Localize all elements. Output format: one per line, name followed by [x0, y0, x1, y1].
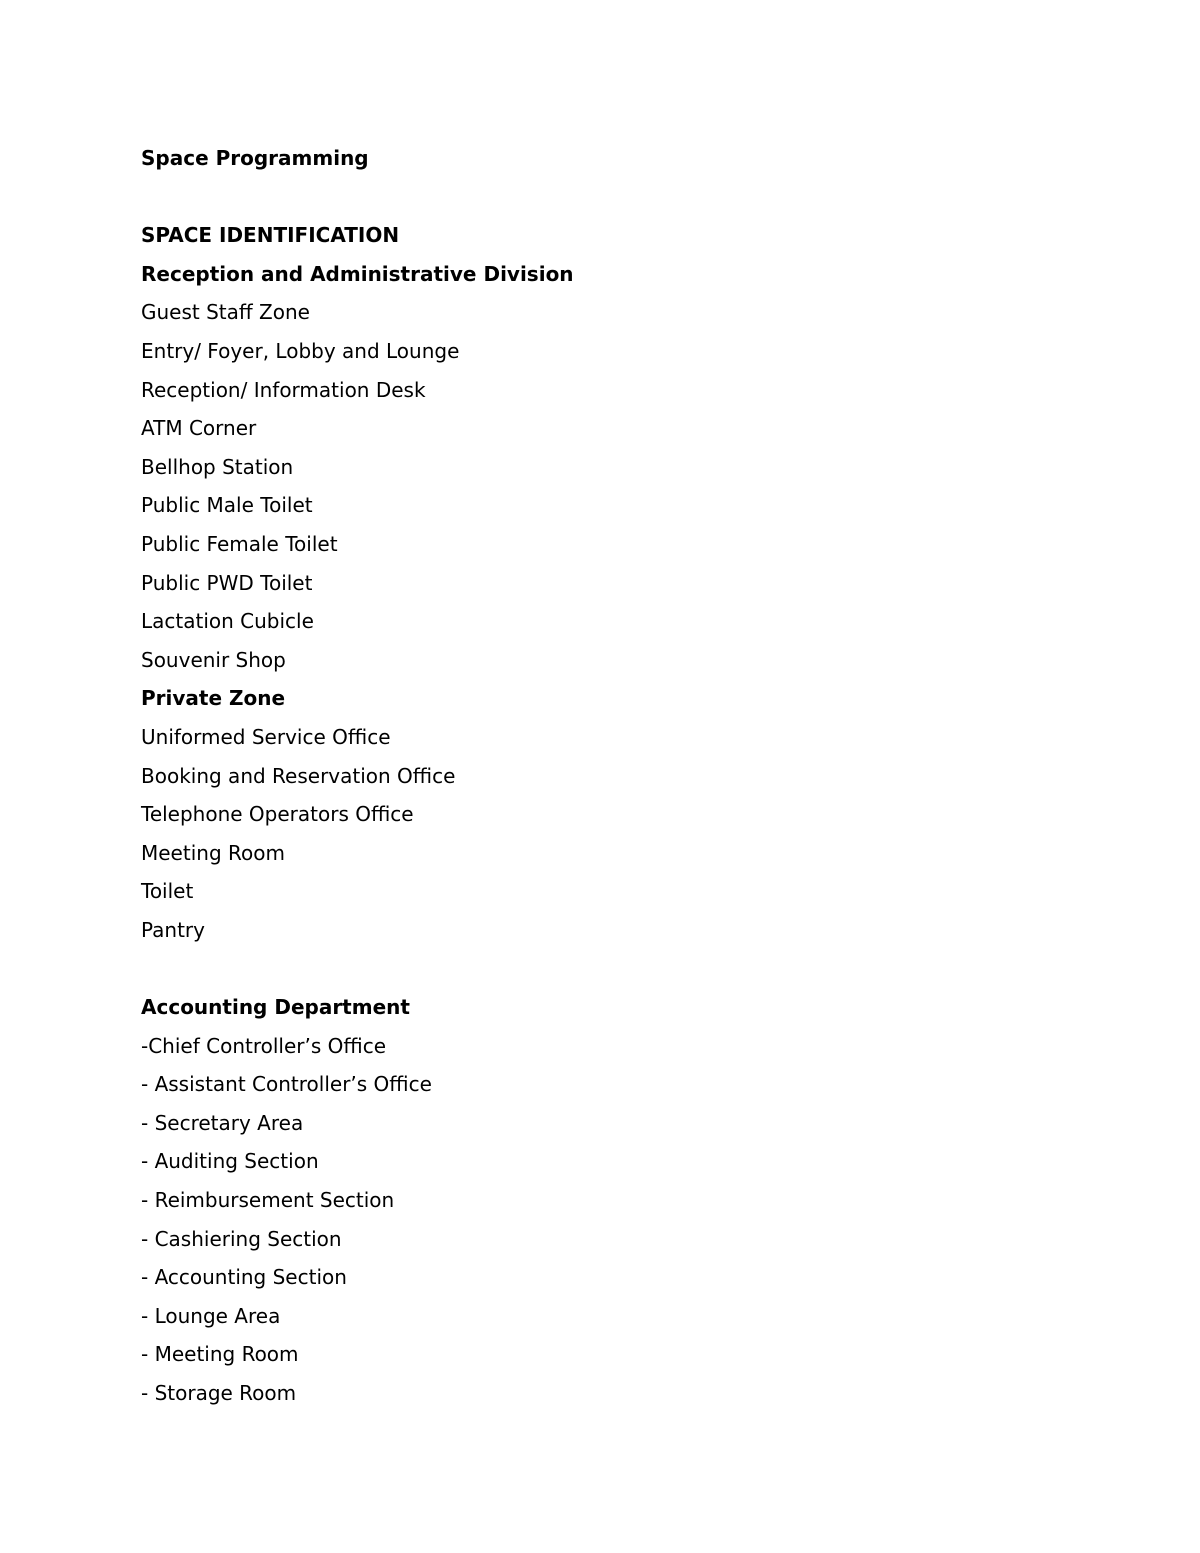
- list-item: - Storage Room: [141, 1381, 297, 1405]
- list-item: Lactation Cubicle: [141, 609, 314, 634]
- list-item: Entry/ Foyer, Lobby and Lounge: [141, 338, 460, 363]
- document-title: Space Programming: [141, 146, 369, 170]
- list-item: Meeting Room: [141, 840, 285, 865]
- section-heading: SPACE IDENTIFICATION: [141, 223, 400, 248]
- list-item: -Chief Controller’s Office: [141, 1033, 387, 1058]
- list-item: Toilet: [141, 879, 194, 904]
- list-item: - Auditing Section: [141, 1149, 319, 1174]
- list-item: - Lounge Area: [141, 1303, 281, 1328]
- list-item: Telephone Operators Office: [141, 802, 414, 827]
- list-item: Guest Staff Zone: [141, 300, 310, 325]
- accounting-list: [141, 1027, 1101, 1413]
- private-zone-list: [141, 718, 1101, 950]
- accounting-heading: Accounting Department: [141, 995, 410, 1020]
- spacer: [141, 178, 1101, 217]
- list-item: - Reimbursement Section: [141, 1188, 395, 1213]
- list-item: Public PWD Toilet: [141, 570, 313, 595]
- list-item: Uniformed Service Office: [141, 724, 391, 749]
- private-zone-heading: Private Zone: [141, 686, 286, 711]
- division-heading: Reception and Administrative Division: [141, 261, 574, 286]
- list-item: Souvenir Shop: [141, 647, 286, 672]
- list-item: ATM Corner: [141, 416, 257, 441]
- spacer: [141, 949, 1101, 988]
- document-page: [141, 139, 1101, 1413]
- list-item: - Meeting Room: [141, 1342, 299, 1367]
- list-item: - Assistant Controller’s Office: [141, 1072, 432, 1097]
- list-item: Public Male Toilet: [141, 493, 313, 518]
- list-item: Public Female Toilet: [141, 531, 338, 556]
- list-item: - Cashiering Section: [141, 1226, 342, 1251]
- list-item: - Secretary Area: [141, 1110, 304, 1135]
- list-item: Booking and Reservation Office: [141, 763, 456, 788]
- guest-zone-list: [141, 293, 1101, 679]
- list-item: Reception/ Information Desk: [141, 377, 426, 402]
- list-item: Bellhop Station: [141, 454, 294, 479]
- list-item: - Accounting Section: [141, 1265, 347, 1290]
- list-item: Pantry: [141, 917, 205, 942]
